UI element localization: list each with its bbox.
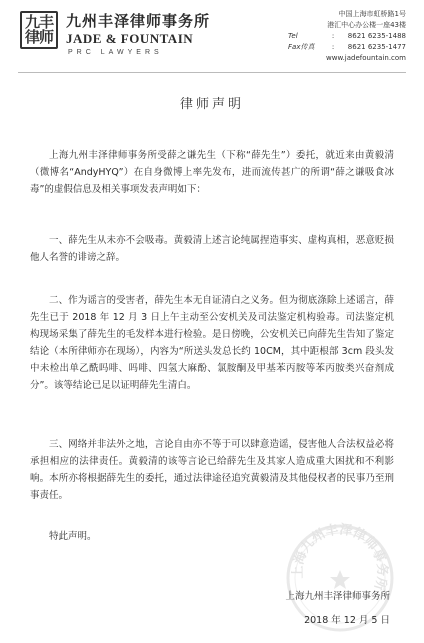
closing-line: 特此声明。: [49, 531, 97, 542]
address-line-2: 港汇中心办公楼一座43楼: [327, 21, 406, 29]
tel-value: 8621 6235-1488: [347, 32, 406, 40]
svg-text:上海九州丰泽律师事务所: 上海九州丰泽律师事务所: [290, 522, 390, 593]
document-title: 律师声明: [179, 97, 244, 112]
header-divider: [18, 72, 406, 73]
intro-paragraph: 上海九州丰泽律师事务所受薛之谦先生（下称“薛先生”）委托，就近来由黄毅清（微博名“AndyHYQ”）在自身微博上率先发布，进而流传甚广的所谓“薛之谦吸食冰毒”的虚假信息及相关事项发表声明如下：: [30, 150, 394, 195]
firm-subtitle: PRC LAWYERS: [68, 49, 163, 56]
logo-text: 九丰 律师: [24, 13, 53, 46]
paragraph-2: 二、作为谣言的受害者，薛先生本无自证清白之义务。但为彻底涤除上述谣言，薛先生已于 2018 年 12 月 3 日上午主动至公安机关及司法鉴定机构验毒。司法鉴定机构现场采集了薛先生的毛发样本进行检验。是日傍晚，公安机关已向薛先生告知了鉴定结论（本所律师亦在现场），内容为“所送头发总长约 10CM，其中距根部 3cm 段头发中未检出单乙酰吗啡、吗啡、四氢大麻酚、氯胺酮及甲基苯丙胺等苯丙胺类兴奋剂成分”。该等结论已足以证明薛先生清白。: [30, 295, 394, 391]
paragraph-1: 一、薛先生从未亦不会吸毒。黄毅清上述言论纯属捏造事实、虚构真相，恶意贬损他人名誉的诽谤之辞。: [30, 235, 394, 263]
tel-row: Tel : 8621 6235-1488: [288, 32, 406, 40]
website-link[interactable]: www.jadefountain.com: [326, 54, 406, 62]
address-line-1: 中国上海市虹桥路1号: [338, 10, 406, 18]
firm-name-en: JADE & FOUNTAIN: [66, 31, 194, 46]
contact-block: [236, 9, 406, 64]
tel-label: Tel: [288, 32, 298, 40]
fax-value: 8621 6235-1477: [347, 43, 406, 51]
firm-name-cn: 九州丰泽律师事务所: [66, 12, 211, 30]
fax-row: Fax传真 : 8621 6235-1477: [288, 43, 406, 51]
firm-logo: [20, 11, 58, 49]
signature-date: 2018 年 12 月 5 日: [304, 615, 390, 626]
signature-firm: 上海九州丰泽律师事务所: [285, 591, 390, 602]
fax-label: Fax传真: [288, 43, 315, 51]
paragraph-3: 三、网络并非法外之地，言论自由亦不等于可以肆意造谣，侵害他人合法权益必将承担相应的法律责任。黄毅清的该等言论已给薛先生及其家人造成重大困扰和不利影响。本所亦将根据薛先生的委托，通过法律途径追究黄毅清及其他侵权者的民事乃至刑事责任。: [30, 439, 394, 501]
